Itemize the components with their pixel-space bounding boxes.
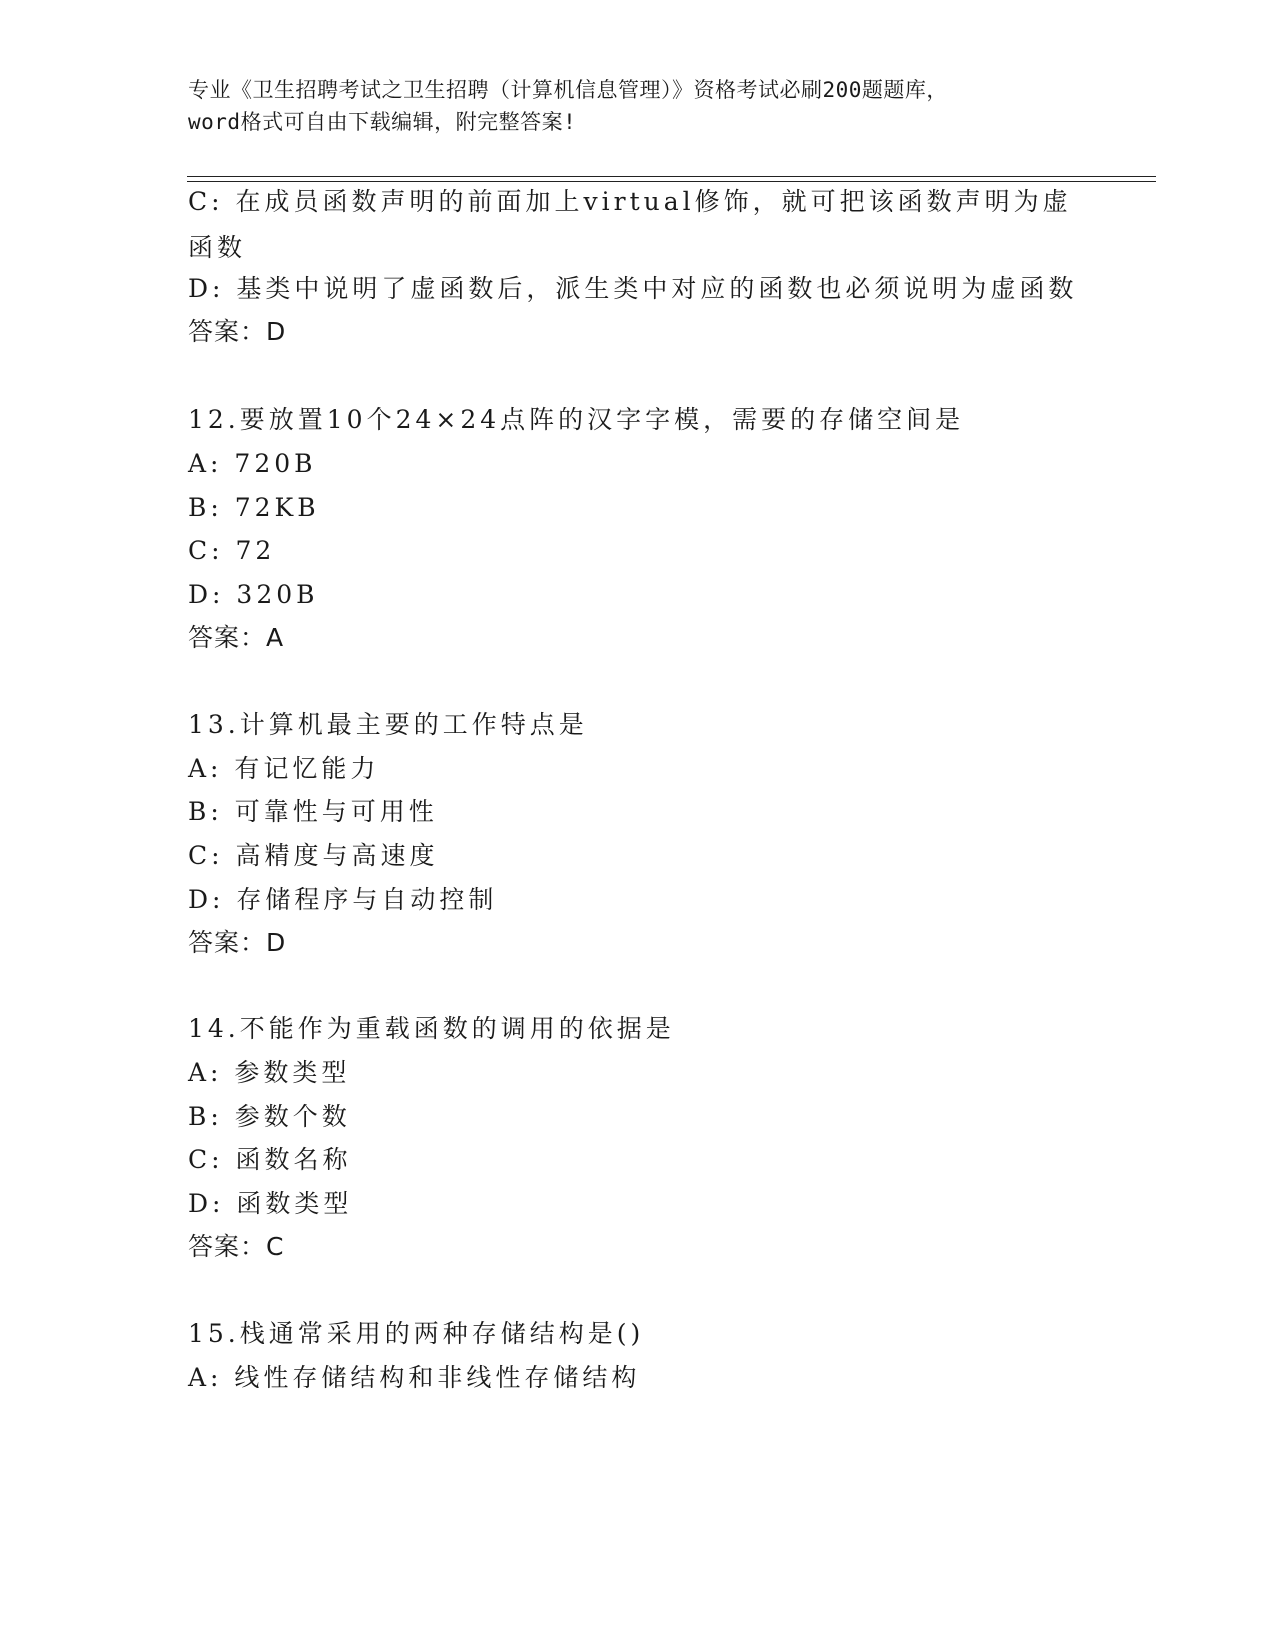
prev-question-option-c: C: 在成员函数声明的前面加上virtual修饰，就可把该函数声明为虚函数: [188, 187, 1072, 262]
question-option: B: 72KB: [188, 493, 320, 522]
question-option: C: 72: [188, 536, 276, 565]
question-option: B: 参数个数: [188, 1102, 351, 1131]
question-option: B: 可靠性与可用性: [188, 797, 438, 826]
question-option: D: 函数类型: [188, 1189, 353, 1218]
question-stem: 14.不能作为重载函数的调用的依据是: [188, 1014, 675, 1043]
document-header: [188, 74, 1088, 138]
question-option: A: 线性存储结构和非线性存储结构: [188, 1363, 641, 1392]
header-title-line-1: 专业《卫生招聘考试之卫生招聘（计算机信息管理）》资格考试必刷200题题库，: [188, 78, 948, 102]
question-option: C: 函数名称: [188, 1145, 352, 1174]
question-stem: 12.要放置10个24×24点阵的汉字字模，需要的存储空间是: [188, 405, 965, 434]
question-option: D: 存储程序与自动控制: [188, 885, 498, 914]
question-answer: 答案：C: [188, 1232, 285, 1261]
prev-question-answer: 答案：D: [188, 317, 287, 346]
question-option: C: 高精度与高速度: [188, 841, 439, 870]
question-stem: 13.计算机最主要的工作特点是: [188, 710, 588, 739]
question-option: A: 720B: [188, 449, 317, 478]
question-option: A: 参数类型: [188, 1058, 351, 1087]
header-divider-top: [187, 176, 1156, 177]
question-answer: 答案：A: [188, 623, 285, 652]
question-option: D: 320B: [188, 580, 319, 609]
prev-question-option-d: D: 基类中说明了虚函数后，派生类中对应的函数也必须说明为虚函数: [188, 274, 1078, 303]
question-answer: 答案：D: [188, 928, 287, 957]
question-option: A: 有记忆能力: [188, 754, 380, 783]
question-stem: 15.栈通常采用的两种存储结构是(): [188, 1319, 645, 1348]
header-title-line-2: word格式可自由下载编辑，附完整答案!: [188, 110, 577, 134]
